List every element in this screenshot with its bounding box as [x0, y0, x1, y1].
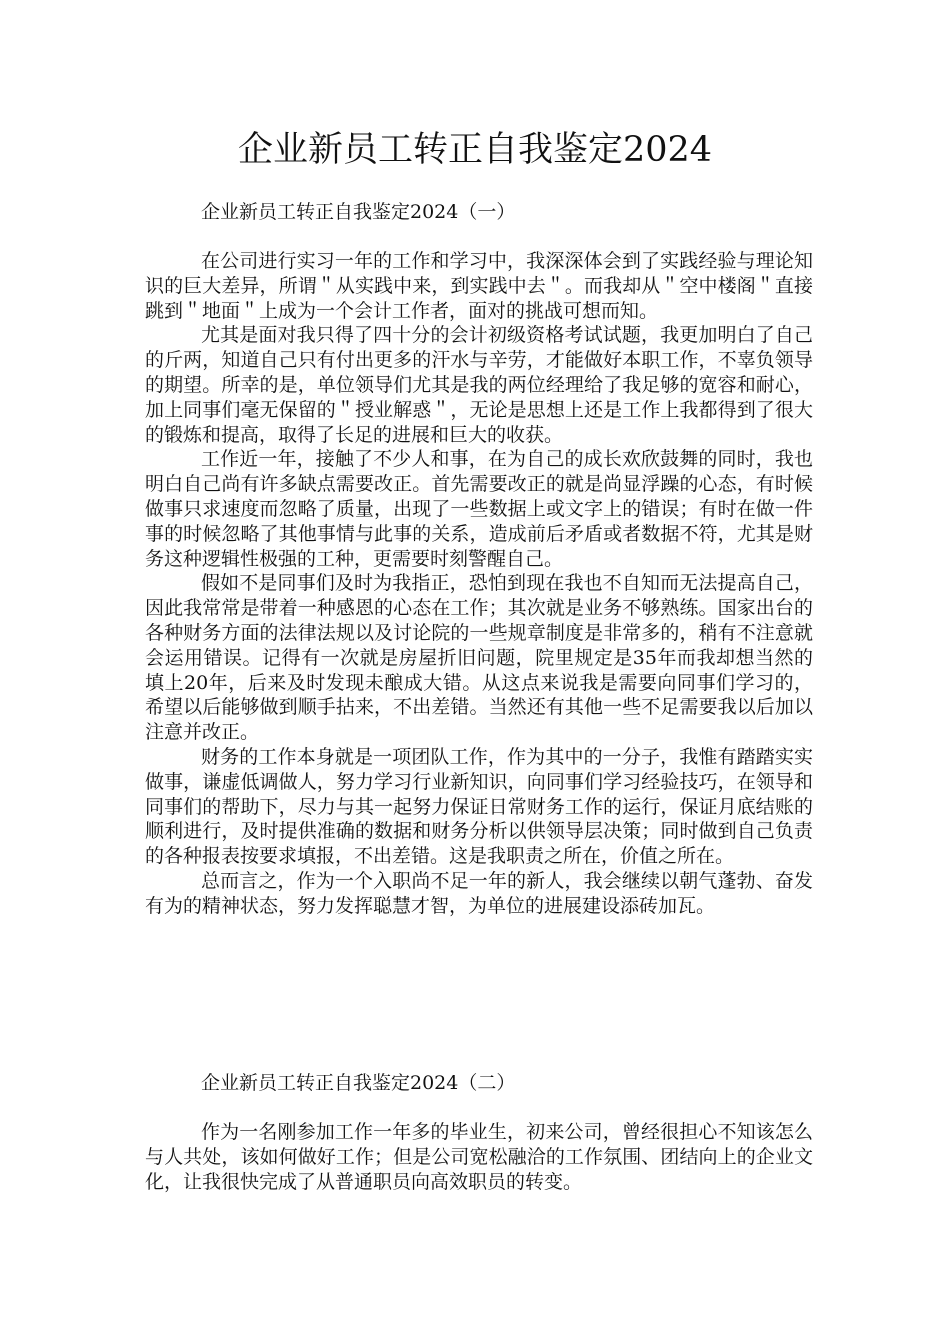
paragraph: 总而言之，作为一个入职尚不足一年的新人，我会继续以朝气蓬勃、奋发有为的精神状态，努力发挥聪慧才智，为单位的进展建设添砖加瓦。 [145, 869, 813, 917]
paragraph: 在公司进行实习一年的工作和学习中，我深深体会到了实践经验与理论知识的巨大差异，所谓＂从实践中来，到实践中去＂。而我却从＂空中楼阁＂直接跳到＂地面＂上成为一个会计工作者，面对的挑战可想而知。 [145, 250, 813, 322]
document-title: 企业新员工转正自我鉴定2024 [237, 130, 713, 170]
paragraph: 财务的工作本身就是一项团队工作，作为其中的一分子，我惟有踏踏实实做事，谦虚低调做人，努力学习行业新知识，向同事们学习经验技巧，在领导和同事们的帮助下，尽力与其一起努力保证日常财务工作的运行，保证月底结账的顺利进行，及时提供准确的数据和财务分析以供领导层决策；同时做到自己负责的各种报表按要求填报，不出差错。这是我职责之所在，价值之所在。 [145, 745, 813, 868]
paragraph: 作为一名刚参加工作一年多的毕业生，初来公司，曾经很担心不知该怎么与人共处，该如何做好工作；但是公司宽松融洽的工作氛围、团结向上的企业文化，让我很快完成了从普通职员向高效职员的转变。 [145, 1121, 813, 1193]
paragraph: 假如不是同事们及时为我指正，恐怕到现在我也不自知而无法提高自己，因此我常常是带着一种感恩的心态在工作；其次就是业务不够熟练。国家出台的各种财务方面的法律法规以及讨论院的一些规章制度是非常多的，稍有不注意就会运用错误。记得有一次就是房屋折旧问题，院里规定是35年而我却想当然的填上20年，后来及时发现未酿成大错。从这点来说我是需要向同事们学习的，希望以后能够做到顺手拈来，不出差错。当然还有其他一些不足需要我以后加以注意并改正。 [145, 572, 813, 744]
section-heading-2: 企业新员工转正自我鉴定2024（二） [201, 1072, 516, 1094]
paragraph: 尤其是面对我只得了四十分的会计初级资格考试试题，我更加明白了自己的斤两，知道自己只有付出更多的汗水与辛劳，才能做好本职工作，不辜负领导的期望。所幸的是，单位领导们尤其是我的两位经理给了我足够的宽容和耐心，加上同事们毫无保留的＂授业解惑＂，无论是思想上还是工作上我都得到了很大的锻炼和提高，取得了长足的进展和巨大的收获。 [145, 324, 813, 446]
paragraph: 工作近一年，接触了不少人和事，在为自己的成长欢欣鼓舞的同时，我也明白自己尚有许多缺点需要改正。首先需要改正的就是尚显浮躁的心态，有时候做事只求速度而忽略了质量，出现了一些数据上或文字上的错误；有时在做一件事的时候忽略了其他事情与此事的关系，造成前后矛盾或者数据不符，尤其是财务这种逻辑性极强的工种，更需要时刻警醒自己。 [145, 448, 813, 570]
section-body-1 [145, 249, 813, 919]
section-body-2 [145, 1120, 813, 1194]
section-heading-1: 企业新员工转正自我鉴定2024（一） [201, 201, 516, 223]
